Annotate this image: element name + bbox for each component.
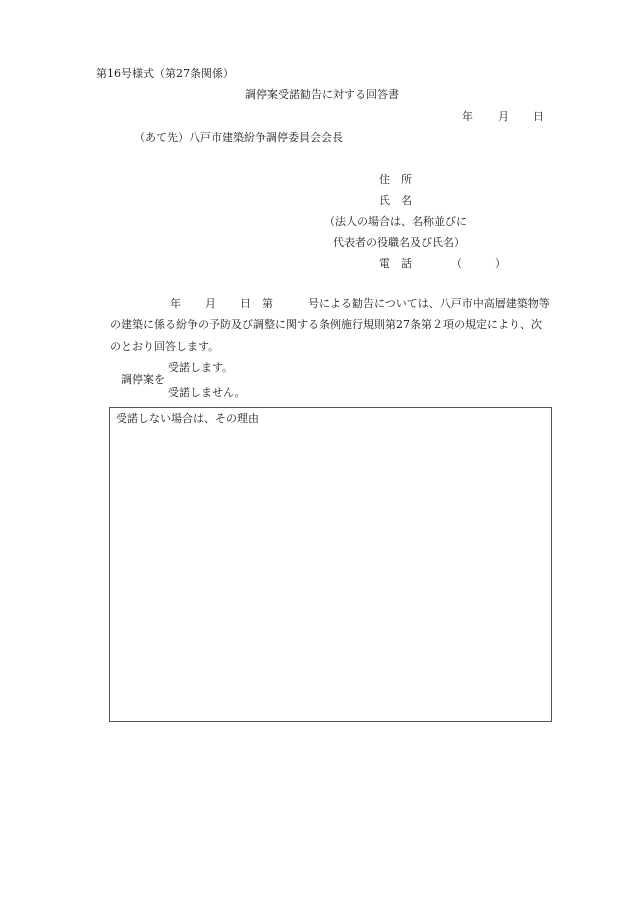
body-line3: のとおり回答します。 <box>110 340 220 353</box>
choice-reject: 受諾しません。 <box>168 386 246 399</box>
choice-accept: 受諾します。 <box>168 361 234 374</box>
date-month: 月 <box>498 110 509 123</box>
page-title: 調停案受諾勧告に対する回答書 <box>245 88 399 101</box>
addressee: （あて先）八戸市建築紛争調停委員会会長 <box>134 131 343 144</box>
reason-box <box>109 407 552 722</box>
reason-box-label: 受諾しない場合は、その理由 <box>116 412 259 425</box>
choice-prefix: 調停案を <box>121 373 165 386</box>
date-year: 年 <box>462 110 473 123</box>
address-label: 住 所 <box>379 173 412 186</box>
phone-parentheses: （ ） <box>451 257 506 270</box>
corporate-note-line2: 代表者の役職名及び氏名） <box>333 236 465 249</box>
phone-label: 電 話 <box>379 257 412 270</box>
body-no: 第 <box>262 297 273 310</box>
body-line1-rest: 号による勧告については、八戸市中高層建築物等 <box>308 297 550 310</box>
name-label: 氏 名 <box>379 194 412 207</box>
body-day: 日 <box>240 297 251 310</box>
date-day: 日 <box>533 110 544 123</box>
corporate-note-line1: （法人の場合は、名称並びに <box>324 215 467 228</box>
body-line2: の建築に係る紛争の予防及び調整に関する条例施行規則第27条第２項の規定により、次 <box>110 318 542 331</box>
body-month: 月 <box>205 297 216 310</box>
body-year: 年 <box>170 297 181 310</box>
form-number: 第16号様式（第27条関係） <box>96 67 234 80</box>
